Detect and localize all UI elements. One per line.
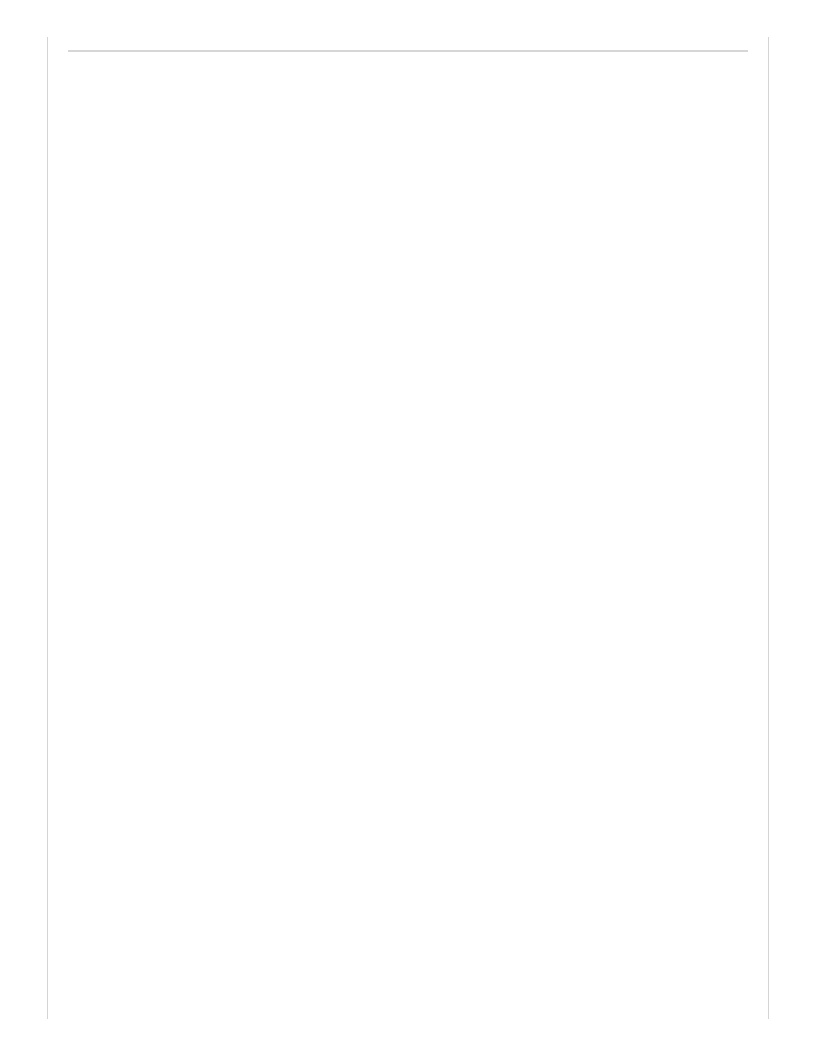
leading-the-news-heading — [68, 48, 748, 52]
content-frame — [47, 37, 769, 1019]
newsletter-content — [68, 37, 748, 65]
